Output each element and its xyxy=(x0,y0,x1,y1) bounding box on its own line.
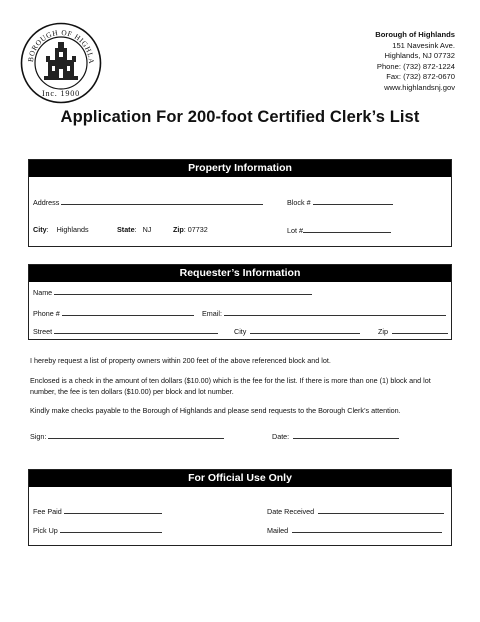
lot-field[interactable] xyxy=(287,225,391,235)
website: www.highlandsnj.gov xyxy=(384,82,455,92)
street-label: Street xyxy=(33,327,53,336)
sign-label: Sign: xyxy=(30,432,47,441)
borough-address xyxy=(375,30,455,94)
state-label: State xyxy=(117,225,135,234)
street-line[interactable] xyxy=(54,326,218,334)
zip-value: 07732 xyxy=(187,225,208,234)
address-field[interactable] xyxy=(33,197,263,207)
date-received-label: Date Received xyxy=(267,507,315,516)
date-field[interactable] xyxy=(272,431,399,441)
lot-line[interactable] xyxy=(303,225,391,233)
date-line[interactable] xyxy=(293,431,399,439)
requester-city-label: City xyxy=(234,327,247,336)
state-field: State: NJ xyxy=(117,225,152,234)
state-value: NJ xyxy=(142,225,152,234)
requester-city-field[interactable] xyxy=(234,326,360,336)
requester-info-section xyxy=(28,264,452,340)
zip-field: Zip: 07732 xyxy=(173,225,208,234)
pick-up-field[interactable] xyxy=(33,525,162,535)
phone-number: Phone: (732) 872-1224 xyxy=(376,61,455,71)
city-value: Highlands xyxy=(56,225,89,234)
street-address: 151 Navesink Ave. xyxy=(392,40,455,50)
sign-field[interactable] xyxy=(30,431,224,441)
mailed-field[interactable] xyxy=(267,525,442,535)
lot-label: Lot # xyxy=(287,226,303,235)
block-field[interactable] xyxy=(287,197,393,207)
official-use-header: For Official Use Only xyxy=(29,470,451,487)
mailed-line[interactable] xyxy=(292,525,442,533)
fax-number: Fax: (732) 872-0670 xyxy=(386,72,455,82)
payment-instructions: Kindly make checks payable to the Borough of Highlands and please send requests to the Borough Clerk’s attention. xyxy=(30,406,401,415)
org-name: Borough of Highlands xyxy=(375,30,455,39)
city-state-zip: Highlands, NJ 07732 xyxy=(384,51,455,61)
property-info-header: Property Information xyxy=(29,160,451,177)
name-field[interactable] xyxy=(33,287,312,297)
seal-graphic xyxy=(20,22,102,104)
phone-label: Phone # xyxy=(33,309,60,318)
email-label: Email: xyxy=(202,309,222,318)
mailed-label: Mailed xyxy=(267,526,289,535)
zip-label: Zip xyxy=(173,225,184,234)
seal-ring-text: BOROUGH OF HIGHLA xyxy=(25,27,97,65)
fee-paid-line[interactable] xyxy=(64,506,162,514)
address-line[interactable] xyxy=(61,197,263,205)
property-info-section xyxy=(28,159,452,247)
phone-line[interactable] xyxy=(62,308,194,316)
fee-paid-field[interactable] xyxy=(33,506,162,516)
borough-seal xyxy=(20,22,102,104)
name-label: Name xyxy=(33,288,53,297)
pick-up-line[interactable] xyxy=(60,525,162,533)
sign-line[interactable] xyxy=(48,431,224,439)
requester-info-header: Requester’s Information xyxy=(29,265,451,282)
requester-zip-line[interactable] xyxy=(392,326,448,334)
city-field: City: Highlands xyxy=(33,225,89,234)
address-label: Address xyxy=(33,198,60,207)
date-label: Date: xyxy=(272,432,290,441)
name-line[interactable] xyxy=(54,287,312,295)
block-line[interactable] xyxy=(313,197,393,205)
page-title: Application For 200-foot Certified Clerk’s List xyxy=(60,108,420,126)
email-field[interactable] xyxy=(202,308,446,318)
pick-up-label: Pick Up xyxy=(33,526,58,535)
request-statement: I hereby request a list of property owners within 200 feet of the above referenced block and lot. xyxy=(30,356,331,365)
requester-city-line[interactable] xyxy=(250,326,360,334)
email-line[interactable] xyxy=(224,308,446,316)
requester-zip-label: Zip xyxy=(378,327,388,336)
date-received-line[interactable] xyxy=(318,506,444,514)
fee-paid-label: Fee Paid xyxy=(33,507,62,516)
city-label: City xyxy=(33,225,47,234)
fee-statement: Enclosed is a check in the amount of ten dollars ($10.00) which is the fee for the list. If there is more than one (1) block and lot number, the fee is ten dollars ($10.00) per block and lot number. xyxy=(30,376,431,396)
requester-zip-field[interactable] xyxy=(378,326,448,336)
block-label: Block # xyxy=(287,198,311,207)
official-use-section xyxy=(28,469,452,546)
street-field[interactable] xyxy=(33,326,218,336)
phone-field[interactable] xyxy=(33,308,194,318)
date-received-field[interactable] xyxy=(267,506,444,516)
seal-founded-text: Inc. 1900 xyxy=(41,89,81,98)
